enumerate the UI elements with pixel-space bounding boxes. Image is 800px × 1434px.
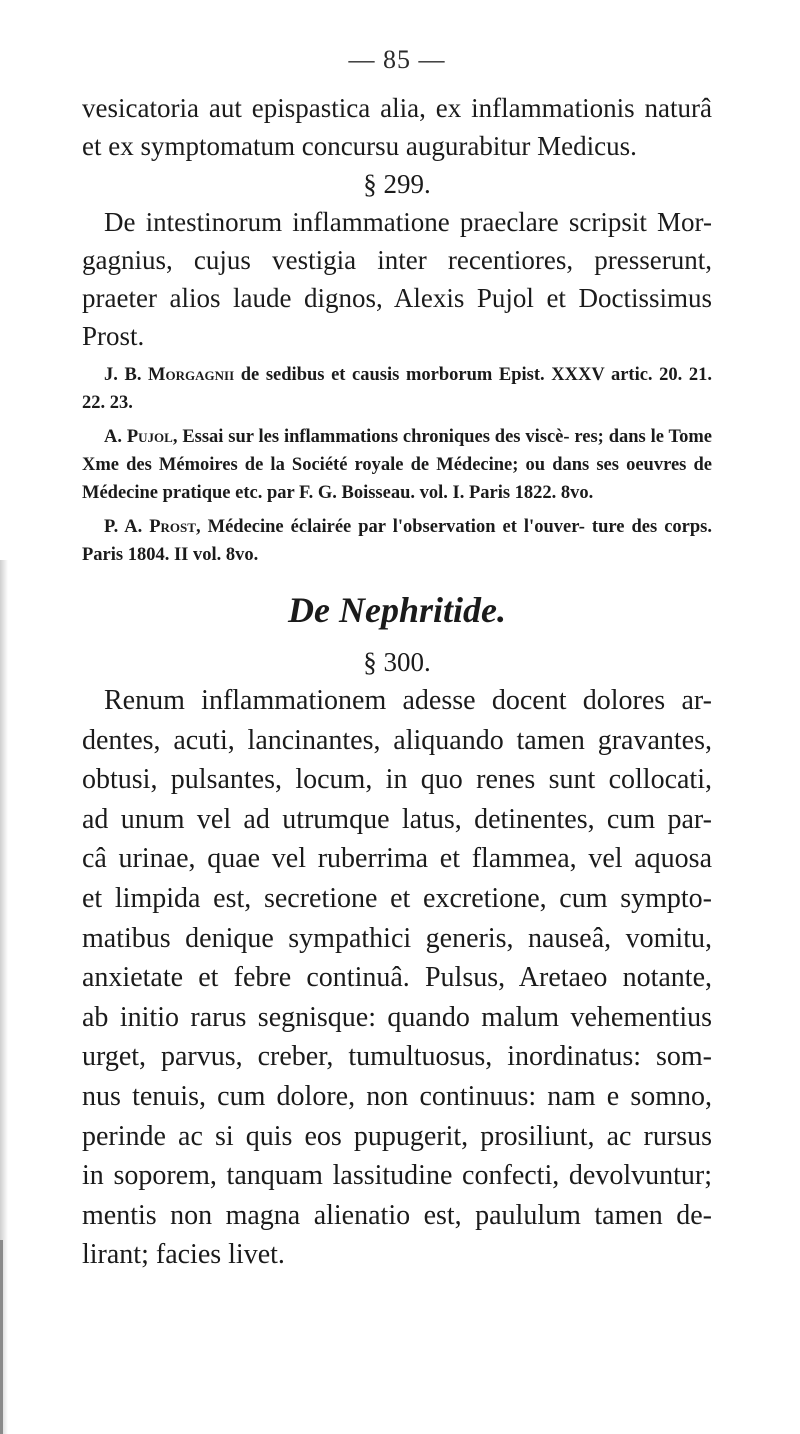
page-number: — 85 — — [348, 45, 446, 74]
reference-text: , Essai sur les inflammations chroniques des viscè- res; dans le Tome Xme des Mémoires de la Société royale de Médecine; ou dans ses oeuvres de Médecine pratique etc. par F. G. Boisseau. vol. I. Paris 1822. 8vo. — [82, 427, 712, 503]
text-line: vesicatoria aut epispastica alia, ex inflammationis naturâ — [82, 93, 712, 123]
reference-prost — [82, 513, 712, 569]
references — [82, 361, 712, 569]
text-line: et limpida est, secretione et excretione, cum sympto- — [82, 882, 712, 914]
text-line: ad unum vel ad utrumque latus, detinentes, cum par- — [82, 803, 712, 835]
reference-author: A. Pujol — [104, 427, 173, 447]
text-line: in soporem, tanquam lassitudine confecti, devolvuntur; — [82, 1160, 712, 1192]
section-number-300: § 300. — [363, 647, 431, 677]
paragraph-299 — [82, 203, 712, 355]
text-line: mentis non magna alienatio est, paululum tamen de- — [82, 1199, 712, 1231]
text-line: anxietate et febre continuâ. Pulsus, Aretaeo notante, — [82, 962, 712, 994]
text-line: matibus denique sympathici generis, nauseâ, vomitu, — [82, 922, 712, 954]
reference-text: , Médecine éclairée par l'observation et l'ouver- ture des corps. Paris 1804. II vol. 8vo. — [82, 517, 712, 565]
text-line: Renum inflammationem adesse docent dolores ar- — [104, 685, 712, 716]
paragraph-300 — [82, 681, 712, 1275]
chapter-heading: De Nephritide. — [288, 590, 506, 630]
text-line: nus tenuis, cum dolore, non continuus: nam e somno, — [82, 1080, 712, 1112]
reference-pujol — [82, 423, 712, 507]
text-block — [82, 45, 712, 1275]
reference-morgagni — [82, 361, 712, 417]
text-line: gagnius, cujus vestigia inter recentiores, presserunt, — [82, 245, 712, 275]
reference-text: de sedibus et causis morborum Epist. XXXV artic. 20. 21. 22. 23. — [82, 365, 713, 413]
text-line: De intestinorum inflammatione praeclare scripsit Mor- — [104, 207, 712, 237]
page-edge-binding — [0, 1240, 3, 1434]
text-line: ab initio rarus segnisque: quando malum vehementius — [82, 1001, 712, 1033]
text-line: lirant; facies livet. — [82, 1239, 285, 1271]
text-line: urget, parvus, creber, tumultuosus, inordinatus: som- — [82, 1041, 712, 1073]
intro-paragraph — [82, 89, 712, 165]
text-line: câ urinae, quae vel ruberrima et flammea, vel aquosa — [82, 843, 712, 875]
text-line: praeter alios laude dignos, Alexis Pujol et Doctissimus — [82, 283, 712, 313]
reference-author: J. B. Morgagnii — [104, 365, 235, 385]
text-line: dentes, acuti, lancinantes, aliquando tamen gravantes, — [82, 724, 712, 756]
text-line: perinde ac si quis eos pupugerit, prosiliunt, ac rursus — [82, 1120, 712, 1152]
section-number-299: § 299. — [363, 169, 431, 199]
text-line: et ex symptomatum concursu augurabitur Medicus. — [82, 131, 637, 161]
text-line: Prost. — [82, 321, 145, 351]
reference-author: P. A. Prost — [104, 517, 196, 537]
text-line: obtusi, pulsantes, locum, in quo renes sunt collocati, — [82, 764, 712, 796]
